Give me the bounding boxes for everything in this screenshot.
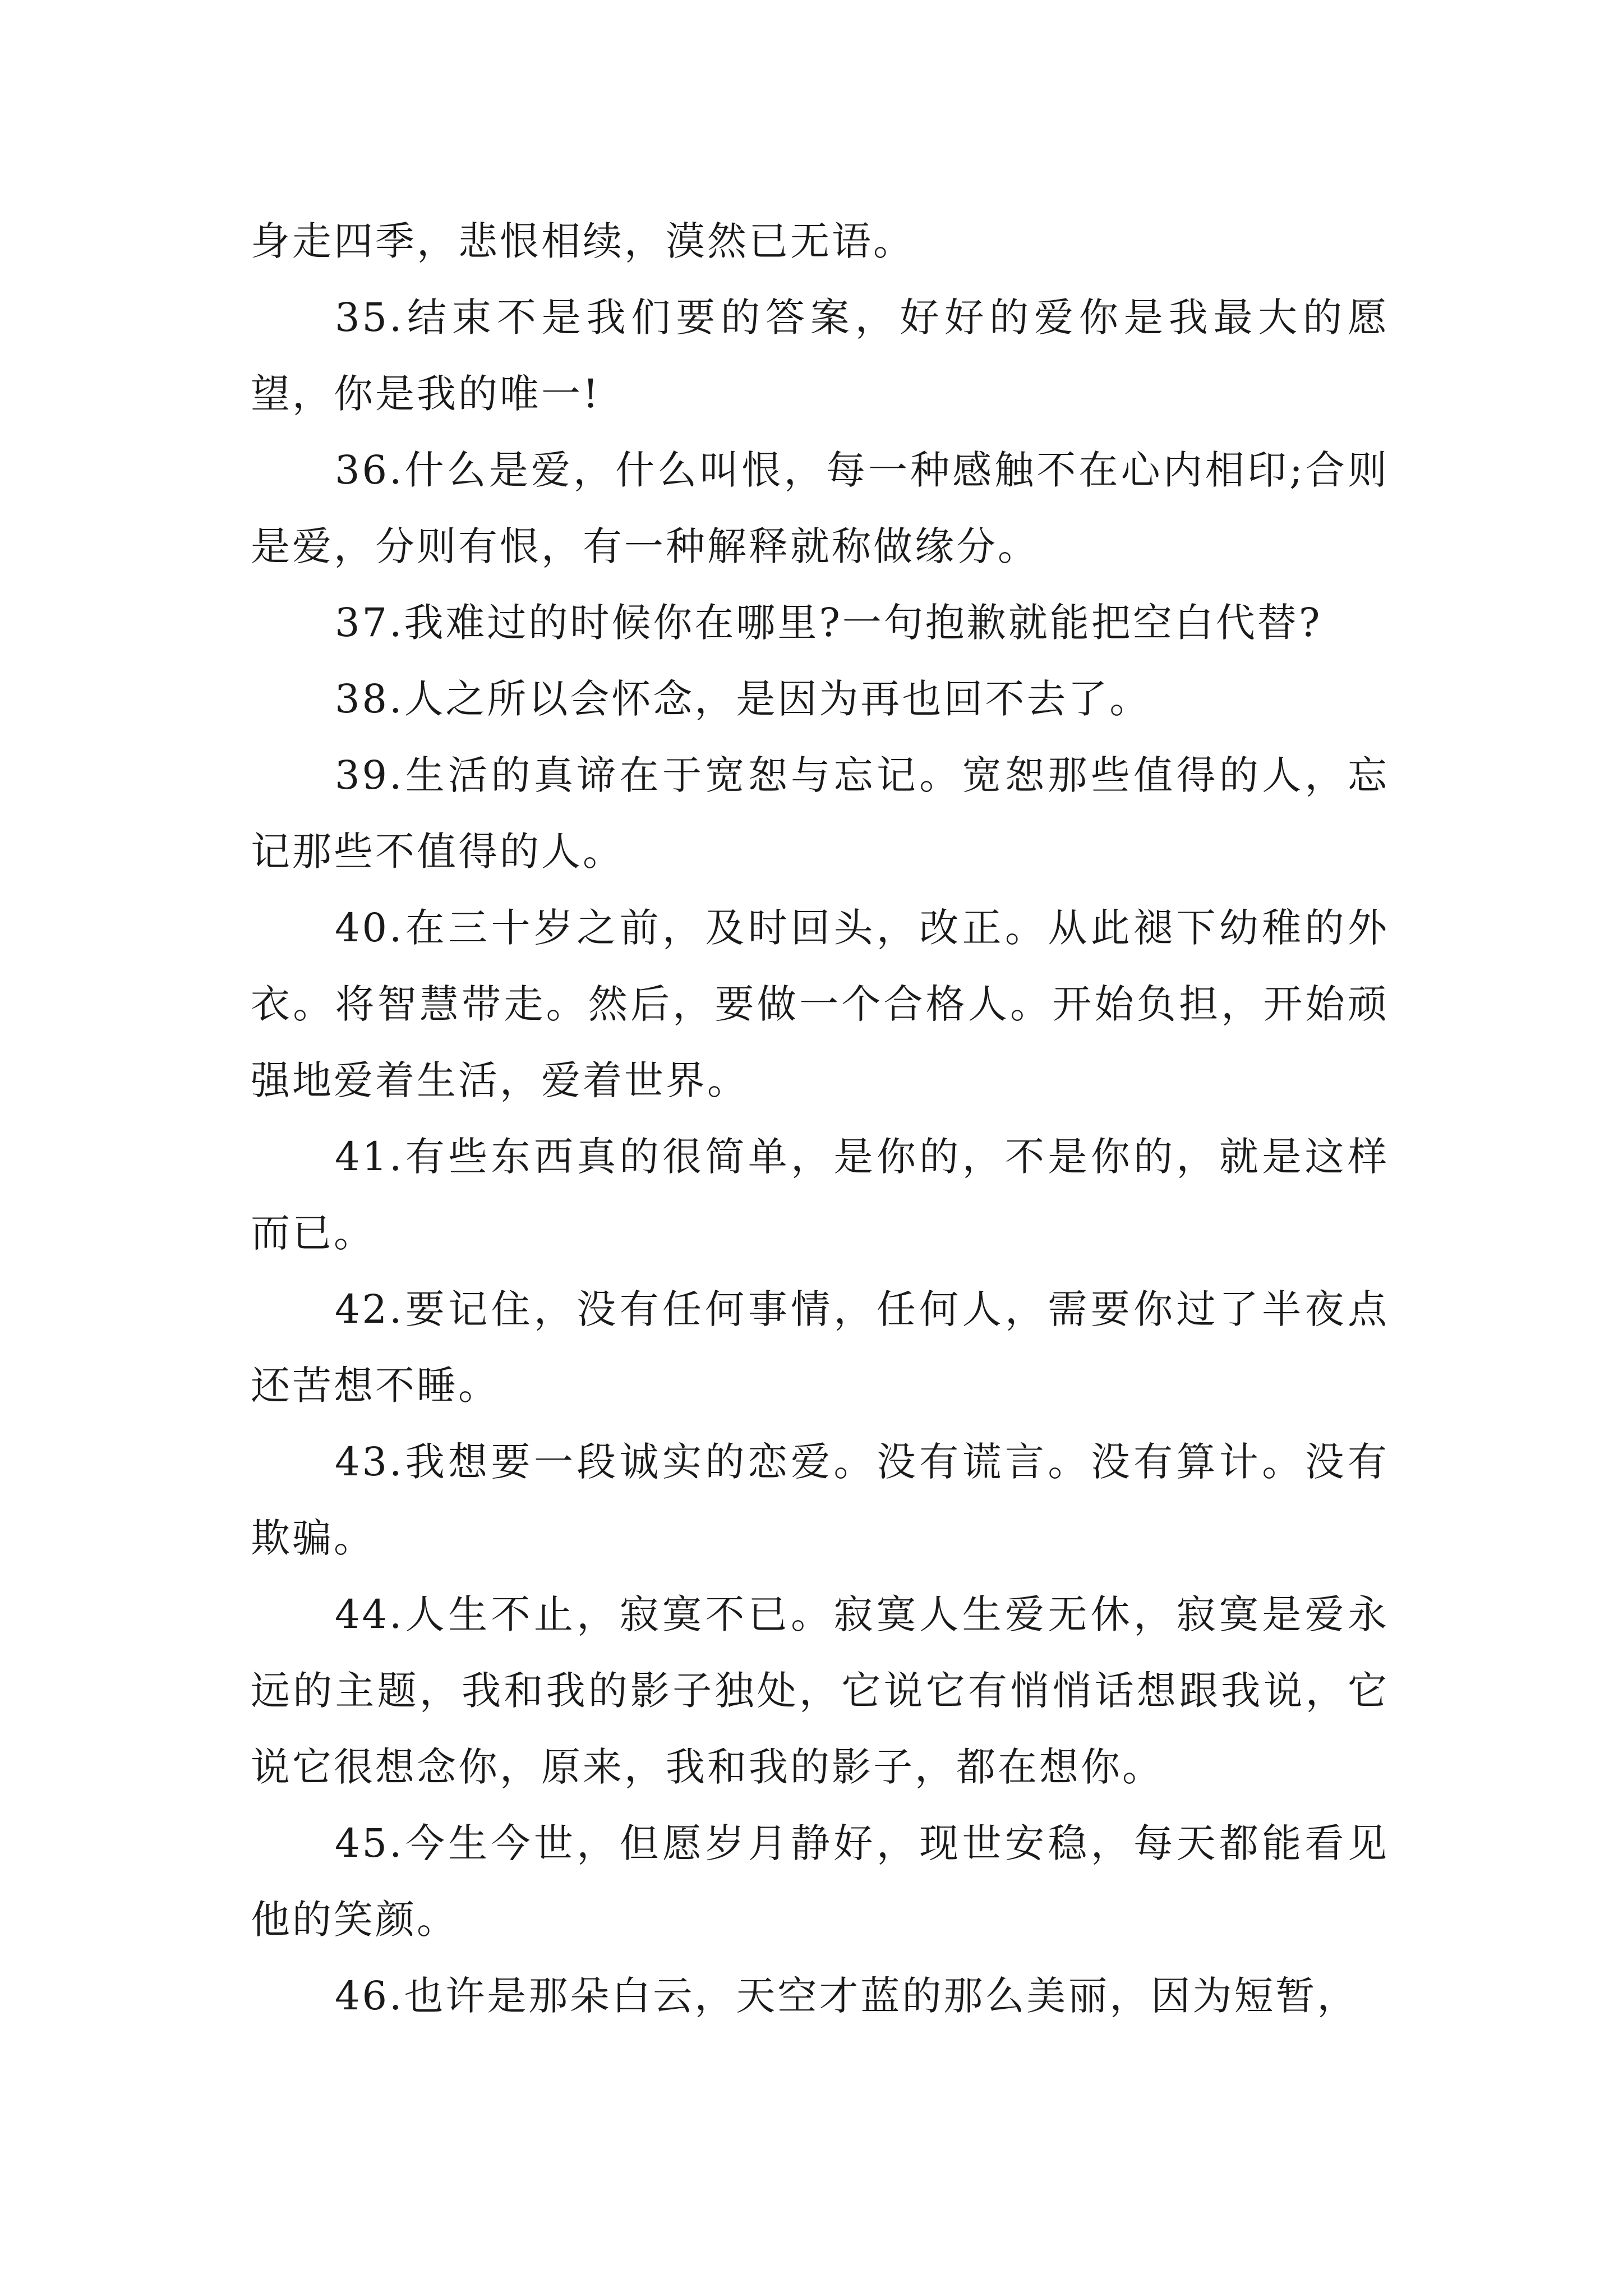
paragraph: 44.人生不止，寂寞不已。寂寞人生爱无休，寂寞是爱永远的主题，我和我的影子独处，它说它有悄悄话想跟我说，它说它很想念你，原来，我和我的影子，都在想你。	[251, 1591, 1389, 1790]
paragraph: 46.也许是那朵白云，天空才蓝的那么美丽，因为短暂，	[335, 1973, 1359, 2019]
paragraph: 43.我想要一段诚实的恋爱。没有谎言。没有算计。没有欺骗。	[251, 1439, 1389, 1561]
paragraph: 41.有些东西真的很简单，是你的，不是你的，就是这样而已。	[251, 1134, 1389, 1256]
paragraph: 42.要记住，没有任何事情，任何人，需要你过了半夜点还苦想不睡。	[251, 1286, 1389, 1409]
paragraph: 40.在三十岁之前，及时回头，改正。从此褪下幼稚的外衣。将智慧带走。然后，要做一个合格人。开始负担，开始顽强地爱着生活，爱着世界。	[251, 905, 1389, 1103]
paragraph: 身走四季，悲恨相续，漠然已无语。	[251, 218, 915, 264]
paragraph: 45.今生今世，但愿岁月静好，现世安稳，每天都能看见他的笑颜。	[251, 1820, 1389, 1943]
paragraph: 35.结束不是我们要的答案，好好的爱你是我最大的愿望，你是我的唯一!	[251, 295, 1389, 417]
paragraph: 39.生活的真谛在于宽恕与忘记。宽恕那些值得的人，忘记那些不值得的人。	[251, 752, 1389, 875]
paragraph: 37.我难过的时候你在哪里?一句抱歉就能把空白代替?	[335, 600, 1322, 646]
body-text	[251, 203, 1389, 2034]
paragraph: 36.什么是爱，什么叫恨，每一种感触不在心内相印;合则是爱，分则有恨，有一种解释就称做缘分。	[251, 447, 1389, 569]
paragraph: 38.人之所以会怀念，是因为再也回不去了。	[335, 676, 1151, 722]
